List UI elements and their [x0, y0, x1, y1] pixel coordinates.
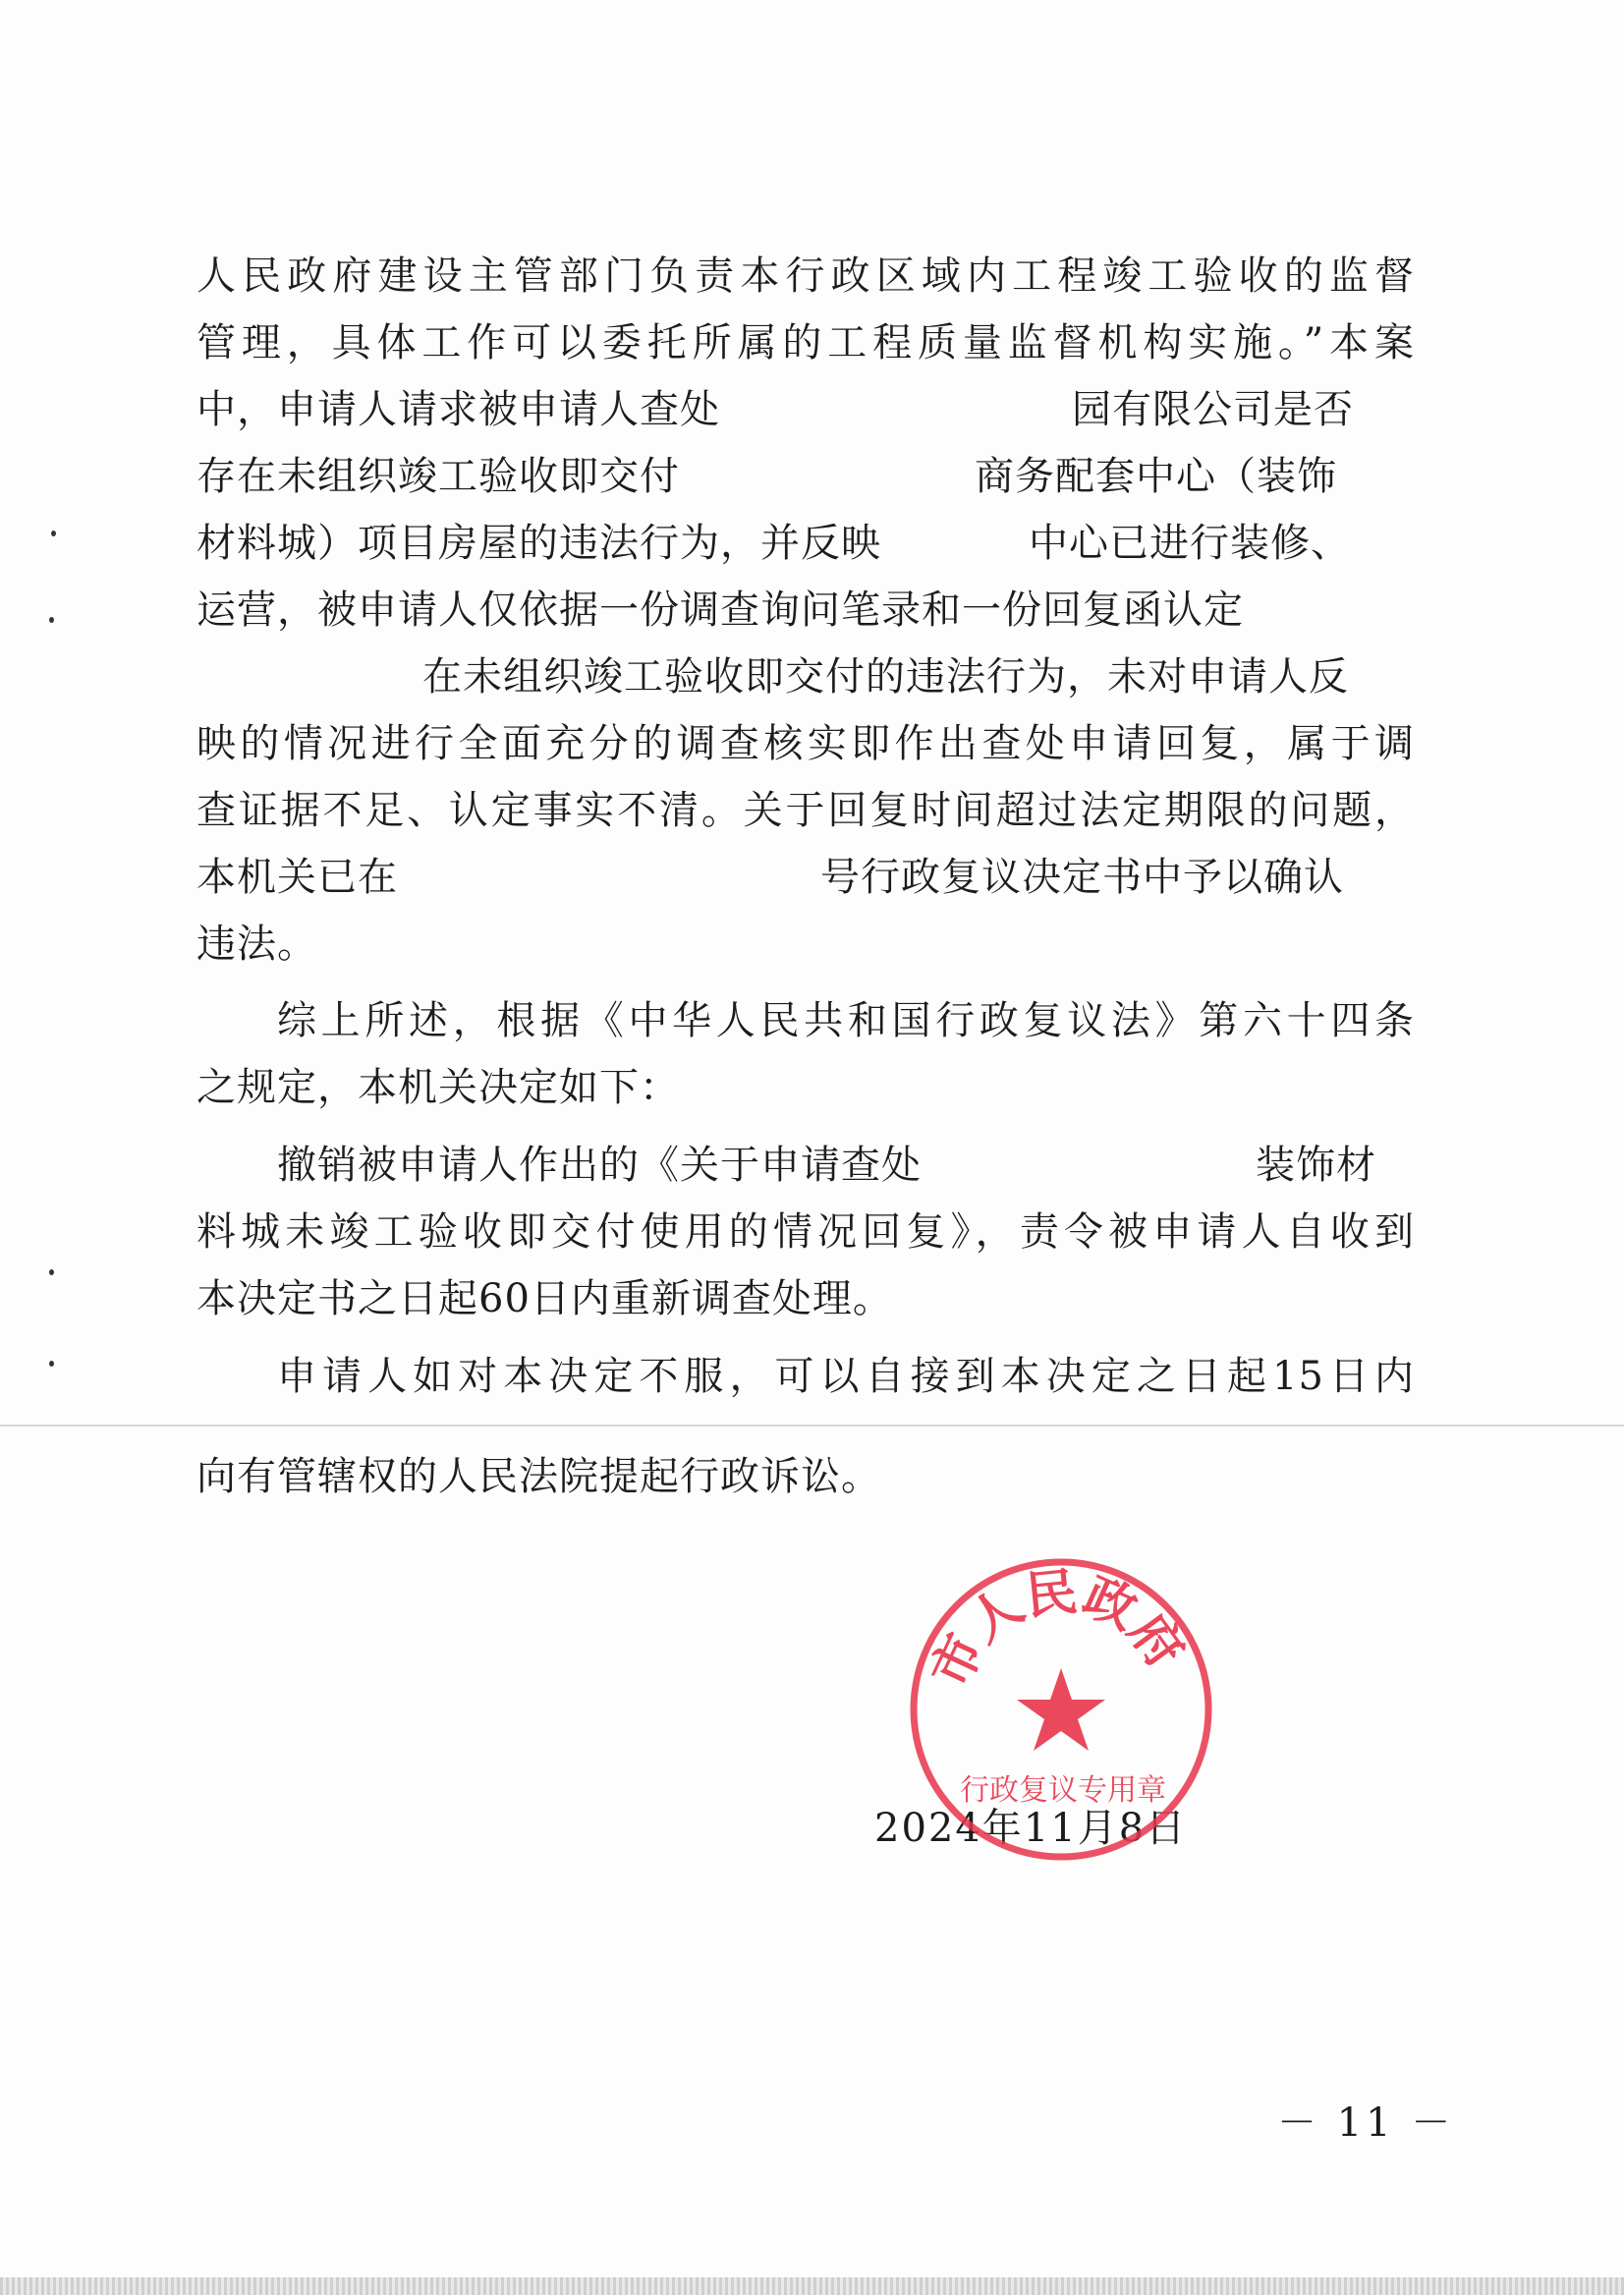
body-line-10 [196, 852, 1415, 903]
body-line-12: 综上所述，根据《中华人民共和国行政复议法》第六十四条 [277, 998, 1415, 1043]
scan-speck [49, 1361, 54, 1367]
body-line-17: 申请人如对本决定不服，可以自接到本决定之日起15日内 [277, 1354, 1415, 1399]
body-line-3-part-a: 中，申请人请求被申请人查处 [196, 387, 720, 432]
official-seal [904, 1552, 1218, 1867]
body-line-6: 运营，被申请人仅依据一份调查询问笔录和一份回复函认定 [196, 588, 1244, 633]
body-line-4-part-a: 存在未组织竣工验收即交付 [196, 454, 680, 499]
scan-rule [0, 1425, 1624, 1427]
scan-speck [49, 617, 54, 623]
issue-date: 2024年11月8日 [874, 1806, 1188, 1851]
scan-speck [51, 531, 56, 536]
body-line-14 [277, 1140, 1415, 1191]
seal-bottom-text: 行政复议专用章 [960, 1773, 1166, 1808]
body-line-10-part-b: 号行政复议决定书中予以确认 [820, 855, 1344, 900]
seal-star-icon [1017, 1668, 1105, 1751]
body-line-14-part-a: 撤销被申请人作出的《关于申请查处 [277, 1143, 922, 1188]
seal-top-text: 市人民政府 [921, 1562, 1196, 1697]
body-line-9: 查证据不足、认定事实不清。关于回复时间超过法定期限的问题， [196, 788, 1415, 833]
body-line-3 [196, 384, 1415, 435]
body-line-2: 管理，具体工作可以委托所属的工程质量监督机构实施。”本案 [196, 320, 1415, 365]
scan-bottom-edge [0, 2277, 1624, 2295]
body-line-11: 违法。 [196, 922, 317, 967]
body-line-10-part-a: 本机关已在 [196, 855, 398, 900]
body-line-3-part-b: 园有限公司是否 [1072, 387, 1354, 432]
body-line-4 [196, 451, 1415, 502]
body-line-4-part-b: 商务配套中心（装饰 [975, 454, 1337, 499]
body-line-14-part-b: 装饰材 [1256, 1143, 1376, 1188]
body-line-5-part-b: 中心已进行装修、 [1029, 521, 1351, 566]
body-line-18: 向有管辖权的人民法院提起行政诉讼。 [196, 1454, 881, 1499]
page-number: － 11 － [1277, 2100, 1455, 2146]
body-line-5 [196, 518, 1415, 569]
body-line-8: 映的情况进行全面充分的调查核实即作出查处申请回复，属于调 [196, 721, 1415, 766]
body-line-16: 本决定书之日起60日内重新调查处理。 [196, 1276, 893, 1321]
body-line-5-part-a: 材料城）项目房屋的违法行为，并反映 [196, 521, 881, 566]
body-line-7: 在未组织竣工验收即交付的违法行为，未对申请人反 [422, 654, 1349, 700]
body-line-13: 之规定，本机关决定如下： [196, 1065, 680, 1110]
scan-speck [49, 1269, 54, 1275]
body-line-1: 人民政府建设主管部门负责本行政区域内工程竣工验收的监督 [196, 253, 1415, 299]
body-line-15: 料城未竣工验收即交付使用的情况回复》，责令被申请人自收到 [196, 1209, 1415, 1255]
